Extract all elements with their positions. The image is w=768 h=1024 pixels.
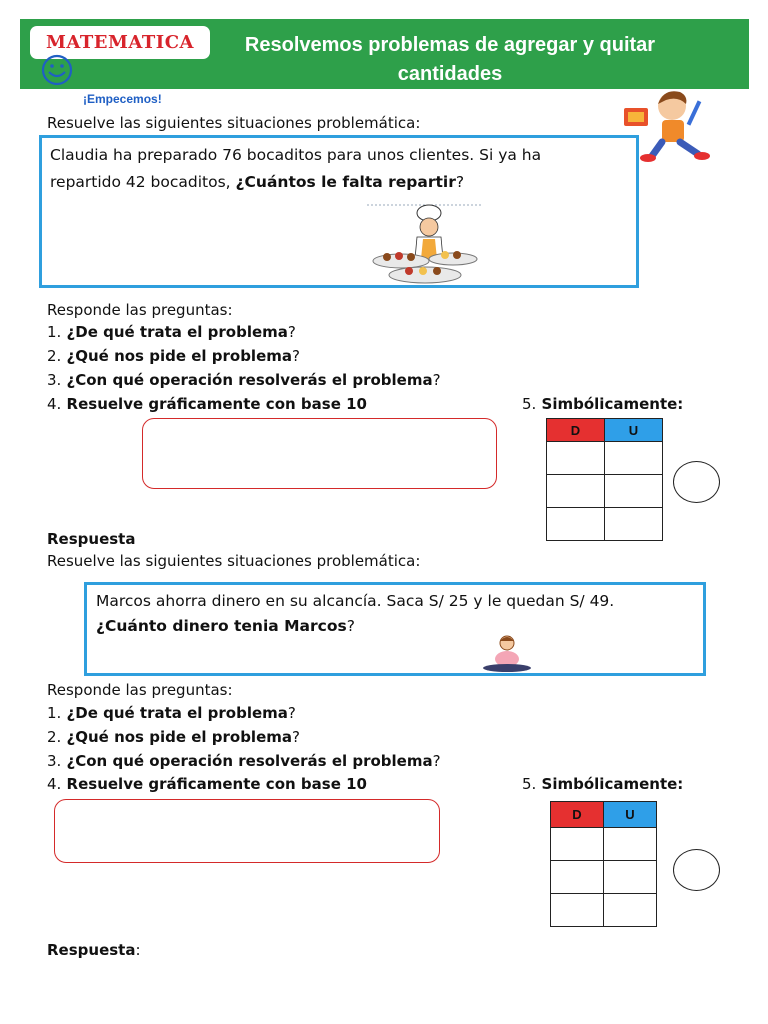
subject-label: MATEMATICA (30, 26, 210, 59)
table-cell[interactable] (551, 894, 604, 927)
place-value-table-1 (546, 418, 663, 541)
problem-1-question: ¿Cuántos le falta repartir (235, 173, 456, 191)
instruction-1: Resuelve las siguientes situaciones problemática: (47, 114, 421, 132)
question-2-4: 4. Resuelve gráficamente con base 10 (47, 775, 367, 793)
table-cell[interactable] (547, 508, 605, 541)
table-cell[interactable] (604, 894, 657, 927)
page-title-line1: Resolvemos problemas de agregar y quitar (244, 34, 656, 56)
question-1-5: 5. Simbólicamente: (522, 395, 684, 413)
problem-box-1 (39, 135, 639, 288)
col-d-header: D (551, 802, 604, 828)
respuesta-label-2: Respuesta: (47, 941, 141, 959)
table-cell[interactable] (604, 828, 657, 861)
table-cell[interactable] (604, 861, 657, 894)
table-cell[interactable] (605, 442, 663, 475)
problem-1-line2: repartido 42 bocaditos, (50, 173, 236, 191)
problem-2-line1: Marcos ahorra dinero en su alcancía. Saca S/ 25 y le quedan S/ 49. (96, 592, 615, 610)
table-cell[interactable] (547, 475, 605, 508)
child-with-piggy-bank-illustration (481, 633, 535, 673)
col-u-header: U (604, 802, 657, 828)
col-u-header: U (605, 419, 663, 442)
place-value-table-2 (550, 801, 657, 927)
table-cell[interactable] (605, 508, 663, 541)
operation-circle-2[interactable] (673, 849, 720, 891)
responde-label-2: Responde las preguntas: (47, 681, 233, 699)
question-1-4: 4. Resuelve gráficamente con base 10 (47, 395, 367, 413)
question-2-5: 5. Simbólicamente: (522, 775, 684, 793)
question-1-3: 3. ¿Con qué operación resolverás el problema? (47, 371, 441, 389)
problem-2-question: ¿Cuánto dinero tenia Marcos (96, 617, 347, 635)
col-d-header: D (547, 419, 605, 442)
question-1-1: 1. ¿De qué trata el problema? (47, 323, 296, 341)
table-cell[interactable] (551, 828, 604, 861)
problem-1-line1: Claudia ha preparado 76 bocaditos para unos clientes. Si ya ha (50, 146, 542, 164)
table-cell[interactable] (605, 475, 663, 508)
problem-text-1 (50, 142, 635, 196)
page-title (225, 31, 675, 89)
question-2-3: 3. ¿Con qué operación resolverás el problema? (47, 752, 441, 770)
problem-1-question-mark: ? (455, 173, 465, 191)
chef-with-snacks-illustration (365, 201, 483, 287)
graphic-answer-box-2[interactable] (54, 799, 440, 863)
question-2-1: 1. ¿De qué trata el problema? (47, 704, 296, 722)
table-cell[interactable] (551, 861, 604, 894)
page-title-line2: cantidades (397, 63, 503, 85)
graphic-answer-box-1[interactable] (142, 418, 497, 489)
smiley-face-icon (40, 54, 74, 86)
problem-2-question-mark: ? (346, 617, 355, 635)
instruction-2: Resuelve las siguientes situaciones problemática: (47, 552, 421, 570)
table-cell[interactable] (547, 442, 605, 475)
respuesta-label-1: Respuesta (47, 530, 136, 548)
problem-box-2 (84, 582, 706, 676)
question-2-2: 2. ¿Qué nos pide el problema? (47, 728, 300, 746)
operation-circle-1[interactable] (673, 461, 720, 503)
question-1-2: 2. ¿Qué nos pide el problema? (47, 347, 300, 365)
problem-text-2 (96, 589, 696, 639)
responde-label-1: Responde las preguntas: (47, 301, 233, 319)
empecemos-label: ¡Empecemos! (83, 92, 162, 106)
